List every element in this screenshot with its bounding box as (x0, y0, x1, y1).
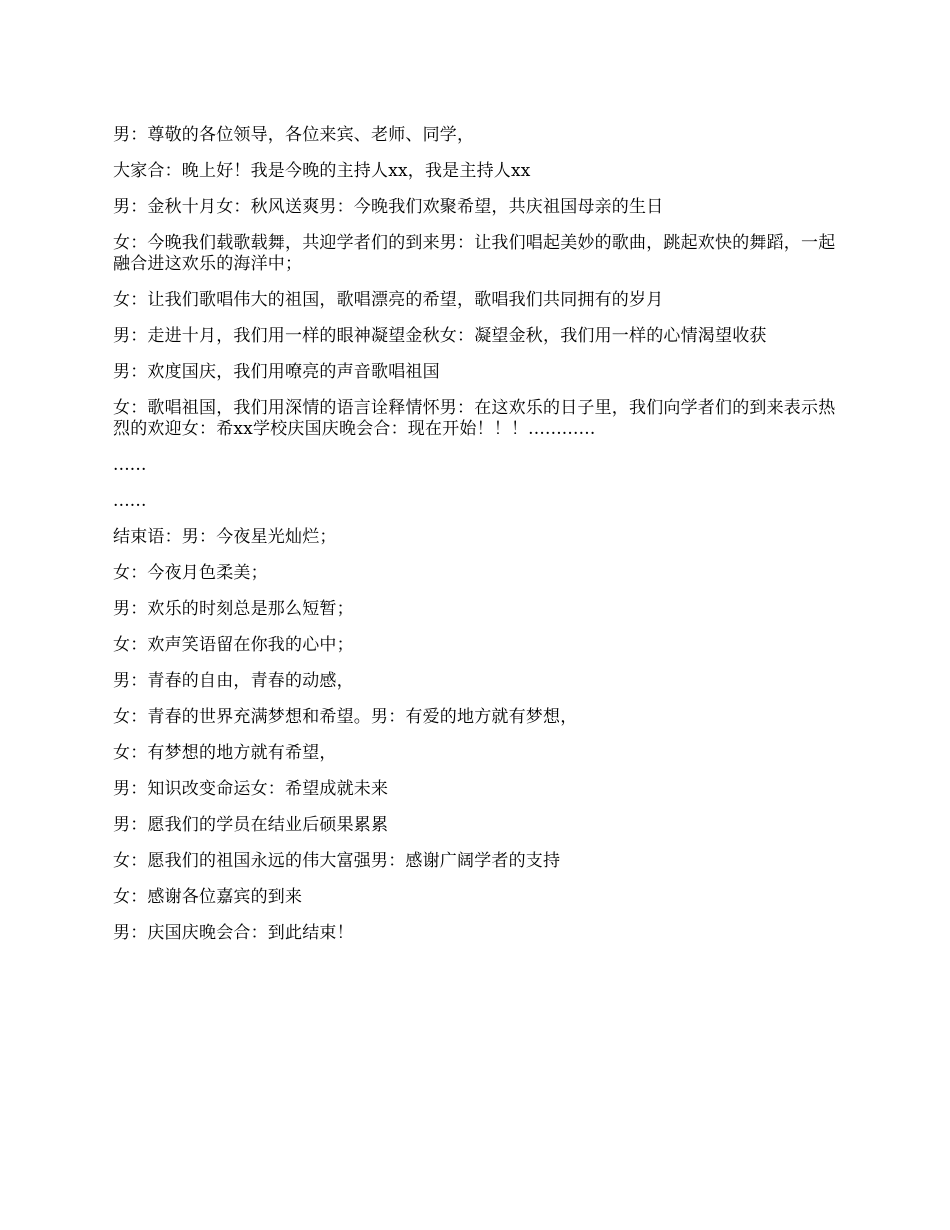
paragraph: 男：尊敬的各位领导，各位来宾、老师、同学， (113, 125, 475, 145)
closing-heading: 结束语：男：今夜星光灿烂； (113, 527, 337, 547)
paragraph: 女：今晚我们载歌载舞，共迎学者们的到来男：让我们唱起美妙的歌曲，跳起欢快的舞蹈，一起融合进这欢乐的海洋中； (113, 233, 836, 274)
paragraph: 女：歌唱祖国，我们用深情的语言诠释情怀男：在这欢乐的日子里，我们向学者们的到来表示热烈的欢迎女：希xx学校庆国庆晚会合：现在开始！！！............ (113, 398, 836, 439)
ellipsis-line: ...... (113, 491, 147, 511)
paragraph: 男：金秋十月女：秋风送爽男：今晚我们欢聚希望，共庆祖国母亲的生日 (113, 197, 664, 217)
paragraph: 男：走进十月，我们用一样的眼神凝望金秋女：凝望金秋，我们用一样的心情渴望收获 (113, 326, 767, 346)
paragraph: 女：有梦想的地方就有希望， (113, 743, 337, 763)
document-page (113, 125, 843, 959)
paragraph: 男：愿我们的学员在结业后硕果累累 (113, 815, 389, 835)
paragraph: 男：欢乐的时刻总是那么短暂； (113, 599, 354, 619)
paragraph: 男：欢度国庆，我们用嘹亮的声音歌唱祖国 (113, 362, 440, 382)
paragraph: 男：青春的自由，青春的动感， (113, 671, 354, 691)
paragraph: 男：庆国庆晚会合：到此结束！ (113, 923, 354, 943)
paragraph: 女：欢声笑语留在你我的心中； (113, 635, 354, 655)
paragraph: 大家合：晚上好！我是今晚的主持人xx，我是主持人xx (113, 161, 531, 181)
paragraph: 女：愿我们的祖国永远的伟大富强男：感谢广阔学者的支持 (113, 851, 561, 871)
paragraph: 女：让我们歌唱伟大的祖国，歌唱漂亮的希望，歌唱我们共同拥有的岁月 (113, 290, 664, 310)
paragraph: 女：青春的世界充满梦想和希望。男：有爱的地方就有梦想， (113, 707, 578, 727)
paragraph: 女：今夜月色柔美； (113, 563, 268, 583)
paragraph: 女：感谢各位嘉宾的到来 (113, 887, 303, 907)
paragraph: 男：知识改变命运女：希望成就未来 (113, 779, 389, 799)
ellipsis-line: ...... (113, 455, 147, 475)
